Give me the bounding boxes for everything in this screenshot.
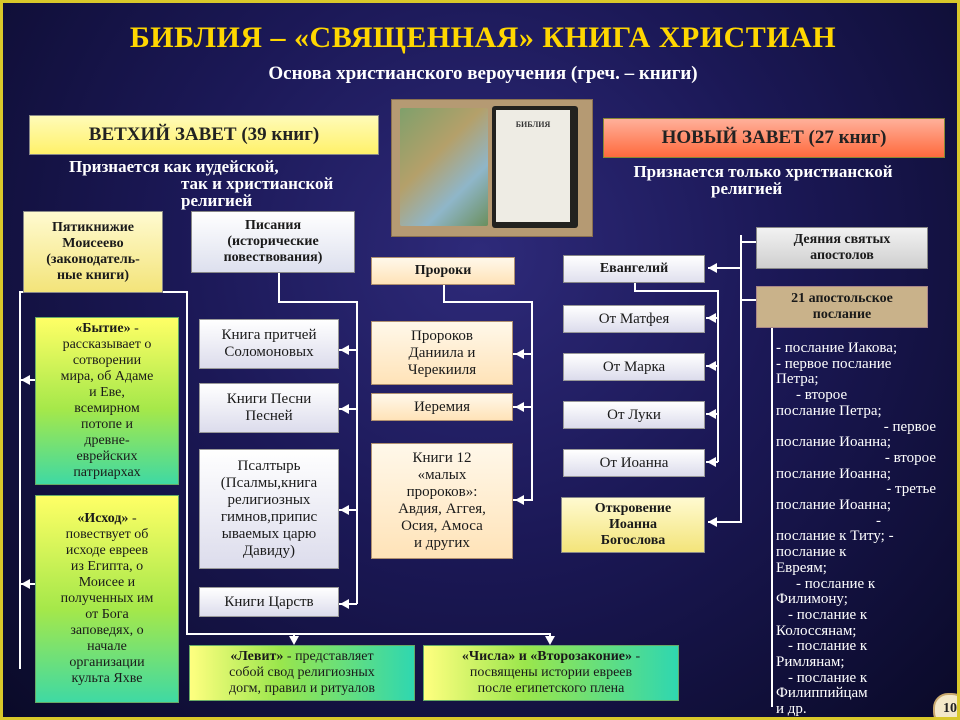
exodus-box: «Исход» - повествует об исходе евреев из Египта, о Моисее и полученных им от Бога заповедях, о начале организации культа Яхве [35,495,179,703]
page-title: БИБЛИЯ – «СВЯЩЕННАЯ» КНИГА ХРИСТИАН [129,21,837,54]
acts-box: Деяния святых апостолов [756,227,928,269]
numbers-deuteronomy-box: «Числа» и «Второзаконие» - посвящены истории евреев после египетского плена [423,645,679,701]
leviticus-box: «Левит» - представляет собой свод религиозных догм, правил и ритуалов [189,645,415,701]
kings-box: Книги Царств [199,587,339,617]
page-number: 10 [933,693,960,720]
pentateuch-box: Пятикнижие Моисеево (законодатель- ные книги) [23,211,163,293]
title-page [496,110,570,222]
luke-box: От Луки [563,401,705,429]
john-box: От Иоанна [563,449,705,477]
minor-prophets-box: Книги 12 «малых пророков»: Авдия, Аггея, Осия, Амоса и других [371,443,513,559]
prophets-box: Пророки [371,257,515,285]
epistles-box: 21 апостольское послание [756,286,928,328]
genesis-box: «Бытие» - рассказывает о сотворении мира, об Адаме и Еве, всемирном потопе и древне- еврейских патриархах [35,317,179,485]
mark-box: От Марка [563,353,705,381]
old-testament-note: Признается как иудейской, так и христианской религией [69,157,334,210]
matthew-box: От Матфея [563,305,705,333]
song-of-songs-box: Книги Песни Песней [199,383,339,433]
new-testament-note: Признается только христианской религией [633,162,893,198]
bible-image [391,99,593,237]
new-testament-header: НОВЫЙ ЗАВЕТ (27 книг) [603,118,945,158]
psalms-box: Псалтырь (Псалмы,книга религиозных гимнов,припис ываемых царю Давиду) [199,449,339,569]
epistle-list: - послание Иакова; - первое послание Петра; - второе послание Петра; - первое послание Иоанна; - второе послание Иоанна; - третье послание Иоанна; - послание к Титу; - послание к Евреям; - послание к Филимону; - послание к Колоссянам; - послание к Римлянам; - послание к Филиппийцам и др. [776,340,936,718]
gospels-box: Евангелий [563,255,705,283]
map-page [400,108,488,226]
book-title: БИБЛИЯ [515,120,551,129]
page-subtitle: Основа христианского вероучения (греч. – книги) [268,63,698,84]
old-testament-header: ВЕТХИЙ ЗАВЕТ (39 книг) [29,115,379,155]
proverbs-box: Книга притчей Соломоновых [199,319,339,369]
jeremiah-box: Иеремия [371,393,513,421]
daniel-ezekiel-box: Пророков Даниила и Черекииля [371,321,513,385]
revelation-box: Откровение Иоанна Богослова [561,497,705,553]
writings-box: Писания (исторические повествования) [191,211,355,273]
